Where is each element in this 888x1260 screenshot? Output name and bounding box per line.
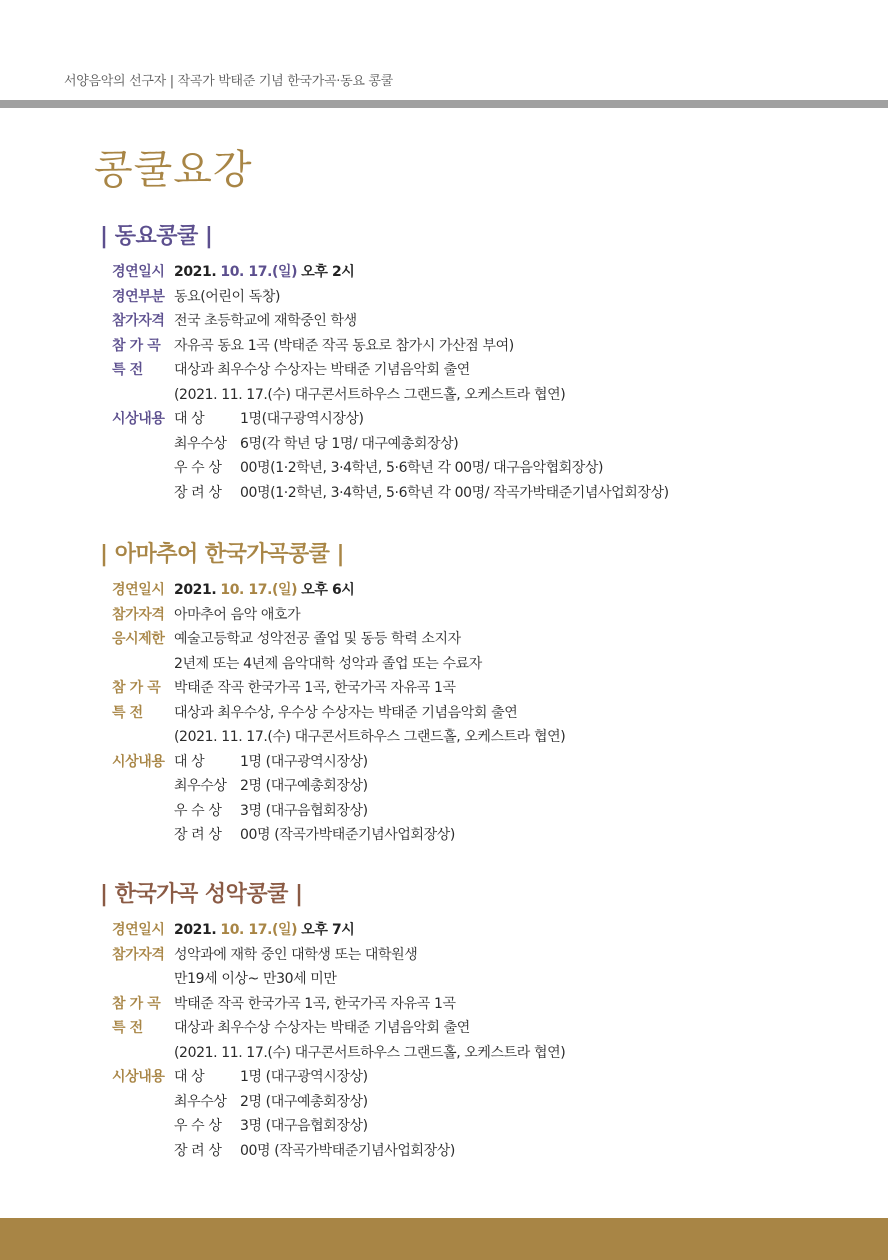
field-label: 경연일시	[112, 582, 165, 598]
prize-desc: 1명 (대구광역시장상)	[240, 753, 368, 770]
field-value: 대상과 최우수상 수상자는 박태준 기념음악회 출연	[174, 1020, 470, 1036]
field-value: 아마추어 음악 애호가	[174, 606, 301, 623]
info-row	[100, 701, 860, 726]
field-value: 2년제 또는 4년제 음악대학 성악과 졸업 또는 수료자	[174, 655, 482, 672]
prize-value	[174, 799, 368, 824]
prize-value	[174, 1090, 368, 1115]
field-value: (2021. 11. 17.(수) 대구콘서트하우스 그랜드홀, 오케스트라 협연)	[174, 386, 566, 403]
prize-name: 장 려 상	[174, 827, 222, 843]
prize-desc: 1명 (대구광역시장상)	[240, 1069, 368, 1085]
field-label: 경연부분	[112, 288, 165, 305]
date-year: 2021.	[174, 264, 217, 280]
prize-row	[100, 750, 860, 775]
date-time: 오후 6시	[301, 582, 355, 598]
info-row	[100, 1041, 860, 1066]
prize-value	[174, 1114, 368, 1139]
prize-desc: 00명 (작곡가박태준기념사업회장상)	[240, 1142, 455, 1159]
prize-row	[100, 481, 860, 506]
prize-name: 대 상	[174, 411, 205, 427]
prize-value	[174, 432, 458, 457]
prize-name: 최우수상	[174, 778, 227, 794]
field-value: (2021. 11. 17.(수) 대구콘서트하우스 그랜드홀, 오케스트라 협연)	[174, 729, 566, 745]
date-time: 오후 2시	[301, 264, 355, 280]
prize-name: 장 려 상	[174, 1142, 222, 1159]
field-label: 참가자격	[112, 313, 165, 329]
prize-value	[174, 1139, 455, 1164]
prize-desc: 3명 (대구음협회장상)	[240, 1118, 368, 1134]
date-time: 오후 7시	[301, 922, 355, 938]
prize-value	[174, 481, 669, 506]
section-children-song-contest	[100, 220, 860, 505]
field-value: 자유곡 동요 1곡 (박태준 작곡 동요로 참가시 가산점 부여)	[174, 337, 514, 354]
field-label: 참 가 곡	[112, 680, 161, 696]
prize-name: 우 수 상	[174, 1118, 222, 1134]
field-label: 참가자격	[112, 946, 165, 963]
prize-value	[174, 1065, 368, 1090]
info-row	[100, 603, 860, 628]
field-label: 특 전	[112, 362, 143, 378]
field-label: 참가자격	[112, 606, 165, 623]
date-day: 10. 17.(일)	[220, 582, 298, 598]
prize-desc: 00명 (작곡가박태준기념사업회장상)	[240, 827, 455, 843]
prize-row	[100, 1139, 860, 1164]
prize-value	[174, 823, 455, 848]
field-value: 대상과 최우수상 수상자는 박태준 기념음악회 출연	[174, 362, 470, 378]
field-value: 만19세 이상~ 만30세 미만	[174, 971, 337, 987]
section-title: | 한국가곡 성악콩쿨 |	[100, 882, 303, 907]
info-row	[100, 285, 860, 310]
date-row	[100, 260, 860, 285]
field-label: 응시제한	[112, 631, 165, 647]
running-header: 서양음악의 선구자 | 작곡가 박태준 기념 한국가곡·동요 콩쿨	[64, 74, 393, 89]
date-row	[100, 578, 860, 603]
prize-row	[100, 1065, 860, 1090]
field-value: 예술고등학교 성악전공 졸업 및 동등 학력 소지자	[174, 631, 461, 647]
info-row	[100, 309, 860, 334]
date-value	[174, 260, 354, 285]
prize-desc: 3명 (대구음협회장상)	[240, 802, 368, 819]
prize-desc: 00명(1·2학년, 3·4학년, 5·6학년 각 00명/ 대구음악협회장상)	[240, 460, 604, 476]
footer-bar	[0, 1218, 888, 1260]
field-value: 전국 초등학교에 재학중인 학생	[174, 313, 357, 329]
prize-name: 우 수 상	[174, 460, 222, 476]
date-day: 10. 17.(일)	[220, 264, 298, 280]
field-label: 시상내용	[112, 753, 165, 770]
section-amateur-korean-song-contest	[100, 538, 860, 848]
prize-value	[174, 407, 364, 432]
prize-value	[174, 750, 368, 775]
info-row	[100, 334, 860, 359]
prize-desc: 00명(1·2학년, 3·4학년, 5·6학년 각 00명/ 작곡가박태준기념사업회장상)	[240, 484, 669, 501]
info-row	[100, 627, 860, 652]
info-row	[100, 676, 860, 701]
field-label: 참 가 곡	[112, 995, 161, 1012]
date-day: 10. 17.(일)	[220, 922, 298, 938]
prize-name: 우 수 상	[174, 802, 222, 819]
date-value	[174, 918, 354, 943]
field-label: 경연일시	[112, 922, 165, 938]
date-year: 2021.	[174, 922, 217, 938]
prize-row	[100, 774, 860, 799]
prize-name: 대 상	[174, 1069, 205, 1085]
info-row	[100, 943, 860, 968]
field-value: 박태준 작곡 한국가곡 1곡, 한국가곡 자유곡 1곡	[174, 995, 456, 1012]
prize-row	[100, 1090, 860, 1115]
field-label: 특 전	[112, 1020, 143, 1036]
prize-desc: 2명 (대구예총회장상)	[240, 1093, 368, 1110]
prize-value	[174, 774, 368, 799]
info-row	[100, 992, 860, 1017]
field-value: (2021. 11. 17.(수) 대구콘서트하우스 그랜드홀, 오케스트라 협연)	[174, 1044, 566, 1061]
field-label: 경연일시	[112, 264, 165, 280]
info-row	[100, 967, 860, 992]
date-row	[100, 918, 860, 943]
info-row	[100, 358, 860, 383]
date-year: 2021.	[174, 582, 217, 598]
info-row	[100, 725, 860, 750]
prize-desc: 6명(각 학년 당 1명/ 대구예총회장상)	[240, 435, 459, 452]
prize-name: 장 려 상	[174, 484, 222, 501]
field-value: 성악과에 재학 중인 대학생 또는 대학원생	[174, 946, 418, 963]
info-row	[100, 652, 860, 677]
field-label: 시상내용	[112, 1069, 165, 1085]
prize-row	[100, 432, 860, 457]
prize-row	[100, 1114, 860, 1139]
prize-row	[100, 456, 860, 481]
page-title: 콩쿨요강	[94, 147, 253, 193]
section-title: | 동요콩쿨 |	[100, 224, 213, 249]
prize-name: 최우수상	[174, 435, 227, 452]
date-value	[174, 578, 354, 603]
field-value: 동요(어린이 독창)	[174, 288, 281, 305]
header-divider-bar	[0, 100, 888, 108]
prize-name: 대 상	[174, 753, 205, 770]
prize-value	[174, 456, 603, 481]
info-row	[100, 383, 860, 408]
info-row	[100, 1016, 860, 1041]
prize-name: 최우수상	[174, 1093, 227, 1110]
field-value: 박태준 작곡 한국가곡 1곡, 한국가곡 자유곡 1곡	[174, 680, 456, 696]
prize-row	[100, 823, 860, 848]
section-korean-song-vocal-contest	[100, 878, 860, 1163]
prize-desc: 1명(대구광역시장상)	[240, 411, 364, 427]
prize-desc: 2명 (대구예총회장상)	[240, 778, 368, 794]
section-title: | 아마추어 한국가곡콩쿨 |	[100, 542, 345, 567]
prize-row	[100, 799, 860, 824]
field-label: 참 가 곡	[112, 337, 161, 354]
field-value: 대상과 최우수상, 우수상 수상자는 박태준 기념음악회 출연	[174, 704, 518, 721]
prize-row	[100, 407, 860, 432]
field-label: 특 전	[112, 704, 143, 721]
field-label: 시상내용	[112, 411, 165, 427]
